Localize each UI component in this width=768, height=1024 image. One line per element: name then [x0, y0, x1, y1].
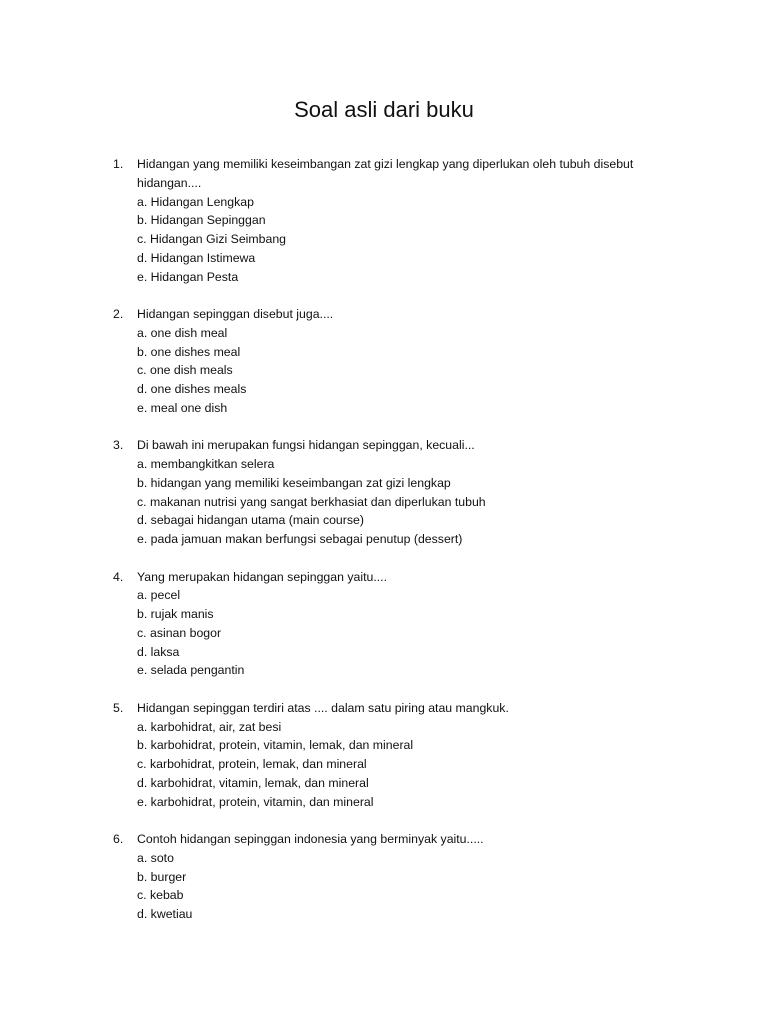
- answer-option: e. meal one dish: [137, 400, 228, 415]
- question-item: [113, 830, 693, 924]
- answer-option: b. Hidangan Sepinggan: [137, 213, 266, 228]
- answer-option: d. kwetiau: [137, 907, 193, 921]
- question-item: [113, 305, 693, 418]
- question-item: [113, 699, 693, 812]
- question-text: Contoh hidangan sepinggan indonesia yang berminyak yaitu.....: [137, 832, 484, 846]
- answer-option: d. one dishes meals: [137, 382, 247, 396]
- answer-option: c. Hidangan Gizi Seimbang: [137, 232, 287, 246]
- page-title: Soal asli dari buku: [294, 97, 474, 122]
- answer-option: c. one dish meals: [137, 363, 233, 378]
- answer-option: d. laksa: [137, 644, 180, 659]
- answer-option: d. karbohidrat, vitamin, lemak, dan mineral: [137, 775, 369, 790]
- question-number: 6.: [113, 832, 124, 846]
- answer-option: b. hidangan yang memiliki keseimbangan zat gizi lengkap: [137, 475, 451, 490]
- answer-option: a. one dish meal: [137, 325, 228, 340]
- question-list: [113, 155, 693, 943]
- answer-option: c. makanan nutrisi yang sangat berkhasiat dan diperlukan tubuh: [137, 494, 486, 509]
- answer-option: e. selada pengantin: [137, 663, 245, 678]
- question-number: 4.: [113, 569, 124, 584]
- question-item: [113, 436, 693, 549]
- answer-option: c. kebab: [137, 888, 184, 903]
- answer-option: b. one dishes meal: [137, 344, 241, 359]
- answer-option: b. karbohidrat, protein, vitamin, lemak, dan mineral: [137, 738, 414, 753]
- answer-option: e. pada jamuan makan berfungsi sebagai penutup (dessert): [137, 532, 463, 546]
- answer-option: b. burger: [137, 869, 187, 884]
- question-number: 5.: [113, 700, 124, 715]
- answer-option: e. Hidangan Pesta: [137, 269, 239, 284]
- question-number: 1.: [113, 157, 124, 171]
- answer-option: a. pecel: [137, 588, 181, 603]
- question-text: Hidangan yang memiliki keseimbangan zat gizi lengkap yang diperlukan oleh tubuh disebut hidangan....: [137, 157, 634, 190]
- question-item: [113, 155, 693, 286]
- answer-option: d. sebagai hidangan utama (main course): [137, 513, 364, 528]
- question-number: 3.: [113, 438, 124, 453]
- answer-option: c. asinan bogor: [137, 625, 222, 640]
- question-text: Yang merupakan hidangan sepinggan yaitu....: [137, 569, 387, 584]
- answer-option: e. karbohidrat, protein, vitamin, dan mineral: [137, 794, 374, 809]
- question-text: Hidangan sepinggan terdiri atas .... dalam satu piring atau mangkuk.: [137, 700, 509, 715]
- answer-option: a. Hidangan Lengkap: [137, 194, 254, 209]
- answer-option: c. karbohidrat, protein, lemak, dan mineral: [137, 757, 367, 771]
- answer-option: d. Hidangan Istimewa: [137, 250, 256, 265]
- answer-option: a. membangkitkan selera: [137, 457, 275, 471]
- answer-option: b. rujak manis: [137, 607, 214, 621]
- question-item: [113, 568, 693, 681]
- question-number: 2.: [113, 307, 124, 321]
- answer-option: a. karbohidrat, air, zat besi: [137, 719, 282, 734]
- answer-option: a. soto: [137, 850, 174, 865]
- question-text: Di bawah ini merupakan fungsi hidangan sepinggan, kecuali...: [137, 438, 475, 453]
- question-text: Hidangan sepinggan disebut juga....: [137, 307, 334, 321]
